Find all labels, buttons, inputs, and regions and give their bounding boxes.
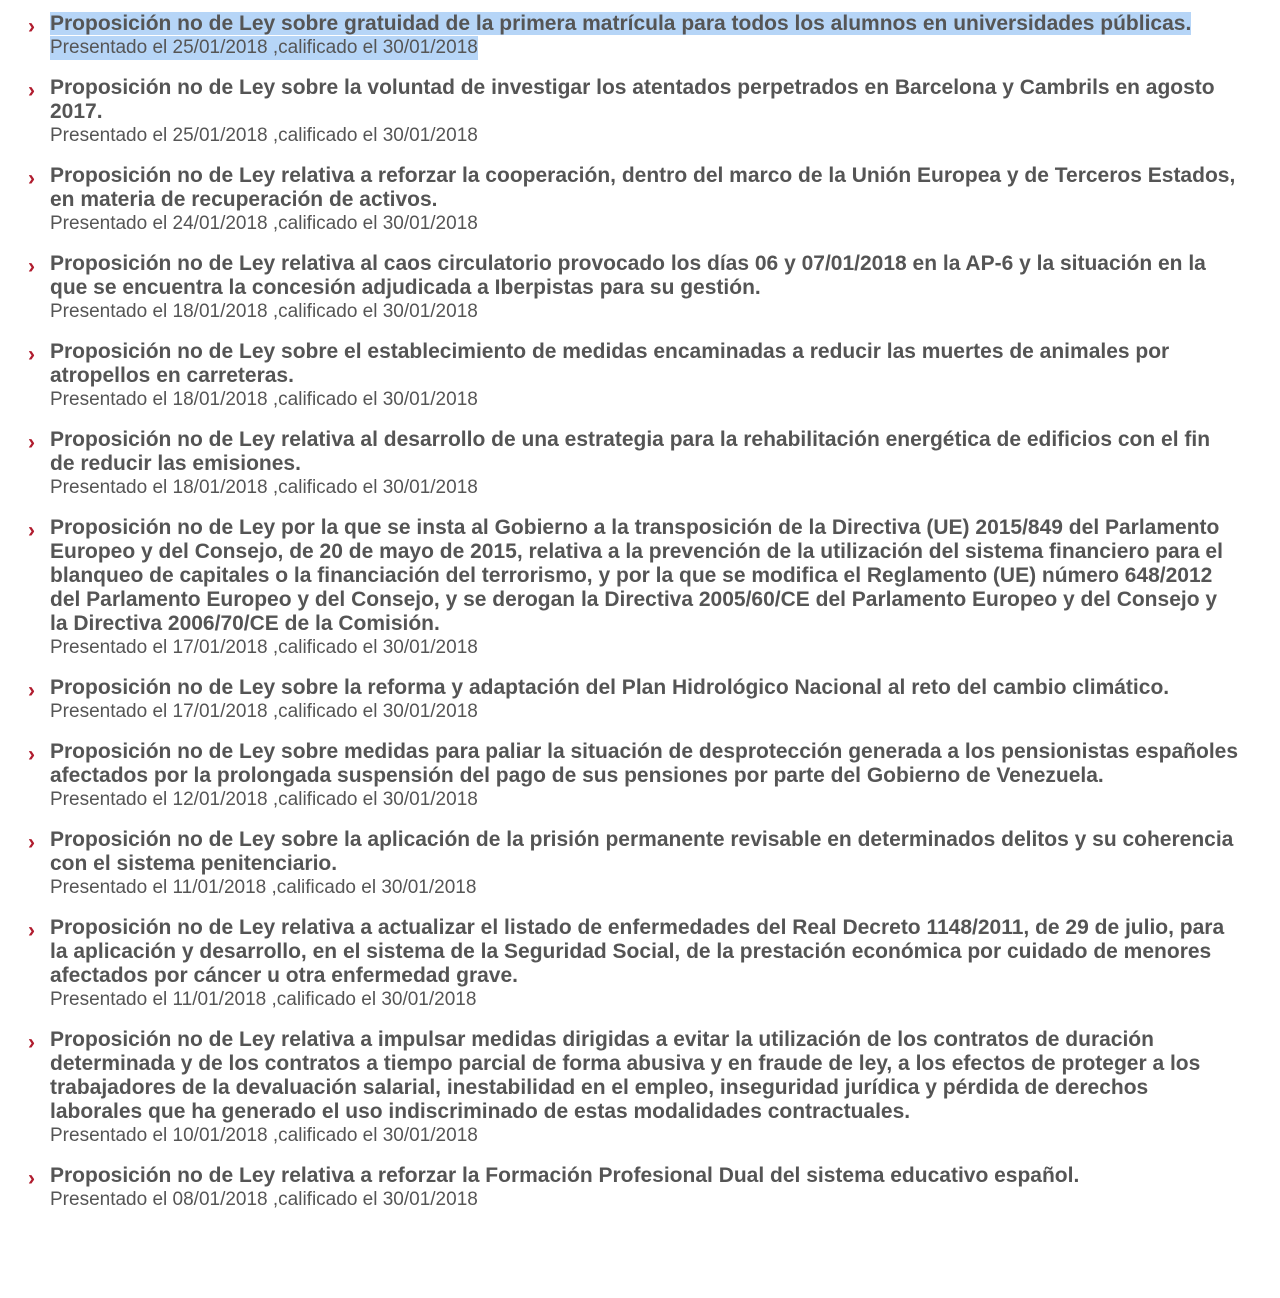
list-item (0, 252, 1280, 324)
proposicion-title-link[interactable]: Proposición no de Ley sobre la voluntad de investigar los atentados perpetrados en Barcelona y Cambrils en agosto 2017. (50, 76, 1215, 123)
proposicion-dates: Presentado el 11/01/2018 ,calificado el 30/01/2018 (50, 989, 477, 1010)
proposicion-title-link[interactable]: Proposición no de Ley relativa a reforzar la cooperación, dentro del marco de la Unión Europea y de Terceros Estados, en materia de recuperación de activos. (50, 164, 1236, 211)
proposicion-dates: Presentado el 25/01/2018 ,calificado el 30/01/2018 (50, 125, 478, 146)
chevron-right-icon: › (28, 343, 35, 366)
proposicion-title-link[interactable]: Proposición no de Ley relativa a actualizar el listado de enfermedades del Real Decreto 1148/2011, de 29 de julio, para la aplicación y desarrollo, en el sistema de la Seguridad Social, de la prestación económica por cuidado de menores afectados por cáncer u otra enfermedad grave. (50, 916, 1225, 987)
list-item (0, 1028, 1280, 1148)
proposicion-title-link[interactable]: Proposición no de Ley sobre el establecimiento de medidas encaminadas a reducir las muertes de animales por atropellos en carreteras. (50, 340, 1170, 387)
list-item (0, 428, 1280, 500)
list-item (0, 916, 1280, 1012)
proposicion-dates: Presentado el 11/01/2018 ,calificado el 30/01/2018 (50, 877, 477, 898)
chevron-right-icon: › (28, 1031, 35, 1054)
chevron-right-icon: › (28, 831, 35, 854)
proposicion-title-link[interactable]: Proposición no de Ley sobre gratuidad de la primera matrícula para todos los alumnos en universidades públicas. (50, 12, 1192, 35)
proposicion-dates: Presentado el 12/01/2018 ,calificado el 30/01/2018 (50, 789, 478, 810)
proposicion-dates: Presentado el 25/01/2018 ,calificado el 30/01/2018 (50, 37, 478, 58)
proposicion-dates: Presentado el 18/01/2018 ,calificado el 30/01/2018 (50, 477, 478, 498)
proposicion-title-link[interactable]: Proposición no de Ley relativa a reforzar la Formación Profesional Dual del sistema educativo español. (50, 1164, 1080, 1187)
chevron-right-icon: › (28, 167, 35, 190)
list-item (0, 76, 1280, 148)
proposicion-title-link[interactable]: Proposición no de Ley relativa al caos circulatorio provocado los días 06 y 07/01/2018 en la AP-6 y la situación en la que se encuentra la concesión adjudicada a Iberpistas para su gestión. (50, 252, 1206, 299)
proposicion-title-link[interactable]: Proposición no de Ley sobre medidas para paliar la situación de desprotección generada a los pensionistas españoles afectados por la prolongada suspensión del pago de sus pensiones por parte del Gobierno de Venezuela. (50, 740, 1239, 787)
proposicion-title-link[interactable]: Proposición no de Ley sobre la aplicación de la prisión permanente revisable en determinados delitos y su coherencia con el sistema penitenciario. (50, 828, 1234, 875)
list-item (0, 828, 1280, 900)
proposicion-dates: Presentado el 10/01/2018 ,calificado el 30/01/2018 (50, 1125, 478, 1146)
chevron-right-icon: › (28, 255, 35, 278)
proposicion-dates: Presentado el 17/01/2018 ,calificado el 30/01/2018 (50, 637, 478, 658)
proposicion-dates: Presentado el 18/01/2018 ,calificado el 30/01/2018 (50, 301, 478, 322)
list-item (0, 164, 1280, 236)
list-item (0, 740, 1280, 812)
chevron-right-icon: › (28, 743, 35, 766)
list-item (0, 340, 1280, 412)
proposicion-title-link[interactable]: Proposición no de Ley relativa a impulsar medidas dirigidas a evitar la utilización de los contratos de duración determinada y de los contratos a tiempo parcial de forma abusiva y en fraude de ley, a los efectos de proteger a los trabajadores de la devaluación salarial, inestabilidad en el empleo, inseguridad jurídica y pérdida de derechos laborales que ha generado el uso indiscriminado de estas modalidades contractuales. (50, 1028, 1201, 1123)
chevron-right-icon: › (28, 15, 35, 38)
chevron-right-icon: › (28, 919, 35, 942)
list-item (0, 516, 1280, 660)
chevron-right-icon: › (28, 679, 35, 702)
proposicion-dates: Presentado el 24/01/2018 ,calificado el 30/01/2018 (50, 213, 478, 234)
chevron-right-icon: › (28, 1167, 35, 1190)
chevron-right-icon: › (28, 79, 35, 102)
proposicion-title-link[interactable]: Proposición no de Ley por la que se insta al Gobierno a la transposición de la Directiva (UE) 2015/849 del Parlamento Europeo y del Consejo, de 20 de mayo de 2015, relativa a la prevención de la utilización del sistema financiero para el blanqueo de capitales o la financiación del terrorismo, y por la que se modifica el Reglamento (UE) número 648/2012 del Parlamento Europeo y del Consejo, y se derogan la Directiva 2005/60/CE del Parlamento Europeo y del Consejo y la Directiva 2006/70/CE de la Comisión. (50, 516, 1223, 635)
chevron-right-icon: › (28, 519, 35, 542)
list-item (0, 676, 1280, 724)
proposicion-dates: Presentado el 18/01/2018 ,calificado el 30/01/2018 (50, 389, 478, 410)
list-item (0, 1164, 1280, 1212)
proposicion-title-link[interactable]: Proposición no de Ley relativa al desarrollo de una estrategia para la rehabilitación energética de edificios con el fin de reducir las emisiones. (50, 428, 1211, 475)
proposicion-dates: Presentado el 17/01/2018 ,calificado el 30/01/2018 (50, 701, 478, 722)
proposicion-dates: Presentado el 08/01/2018 ,calificado el 30/01/2018 (50, 1189, 478, 1210)
proposicion-title-link[interactable]: Proposición no de Ley sobre la reforma y adaptación del Plan Hidrológico Nacional al reto del cambio climático. (50, 676, 1170, 699)
chevron-right-icon: › (28, 431, 35, 454)
list-item (0, 12, 1280, 60)
